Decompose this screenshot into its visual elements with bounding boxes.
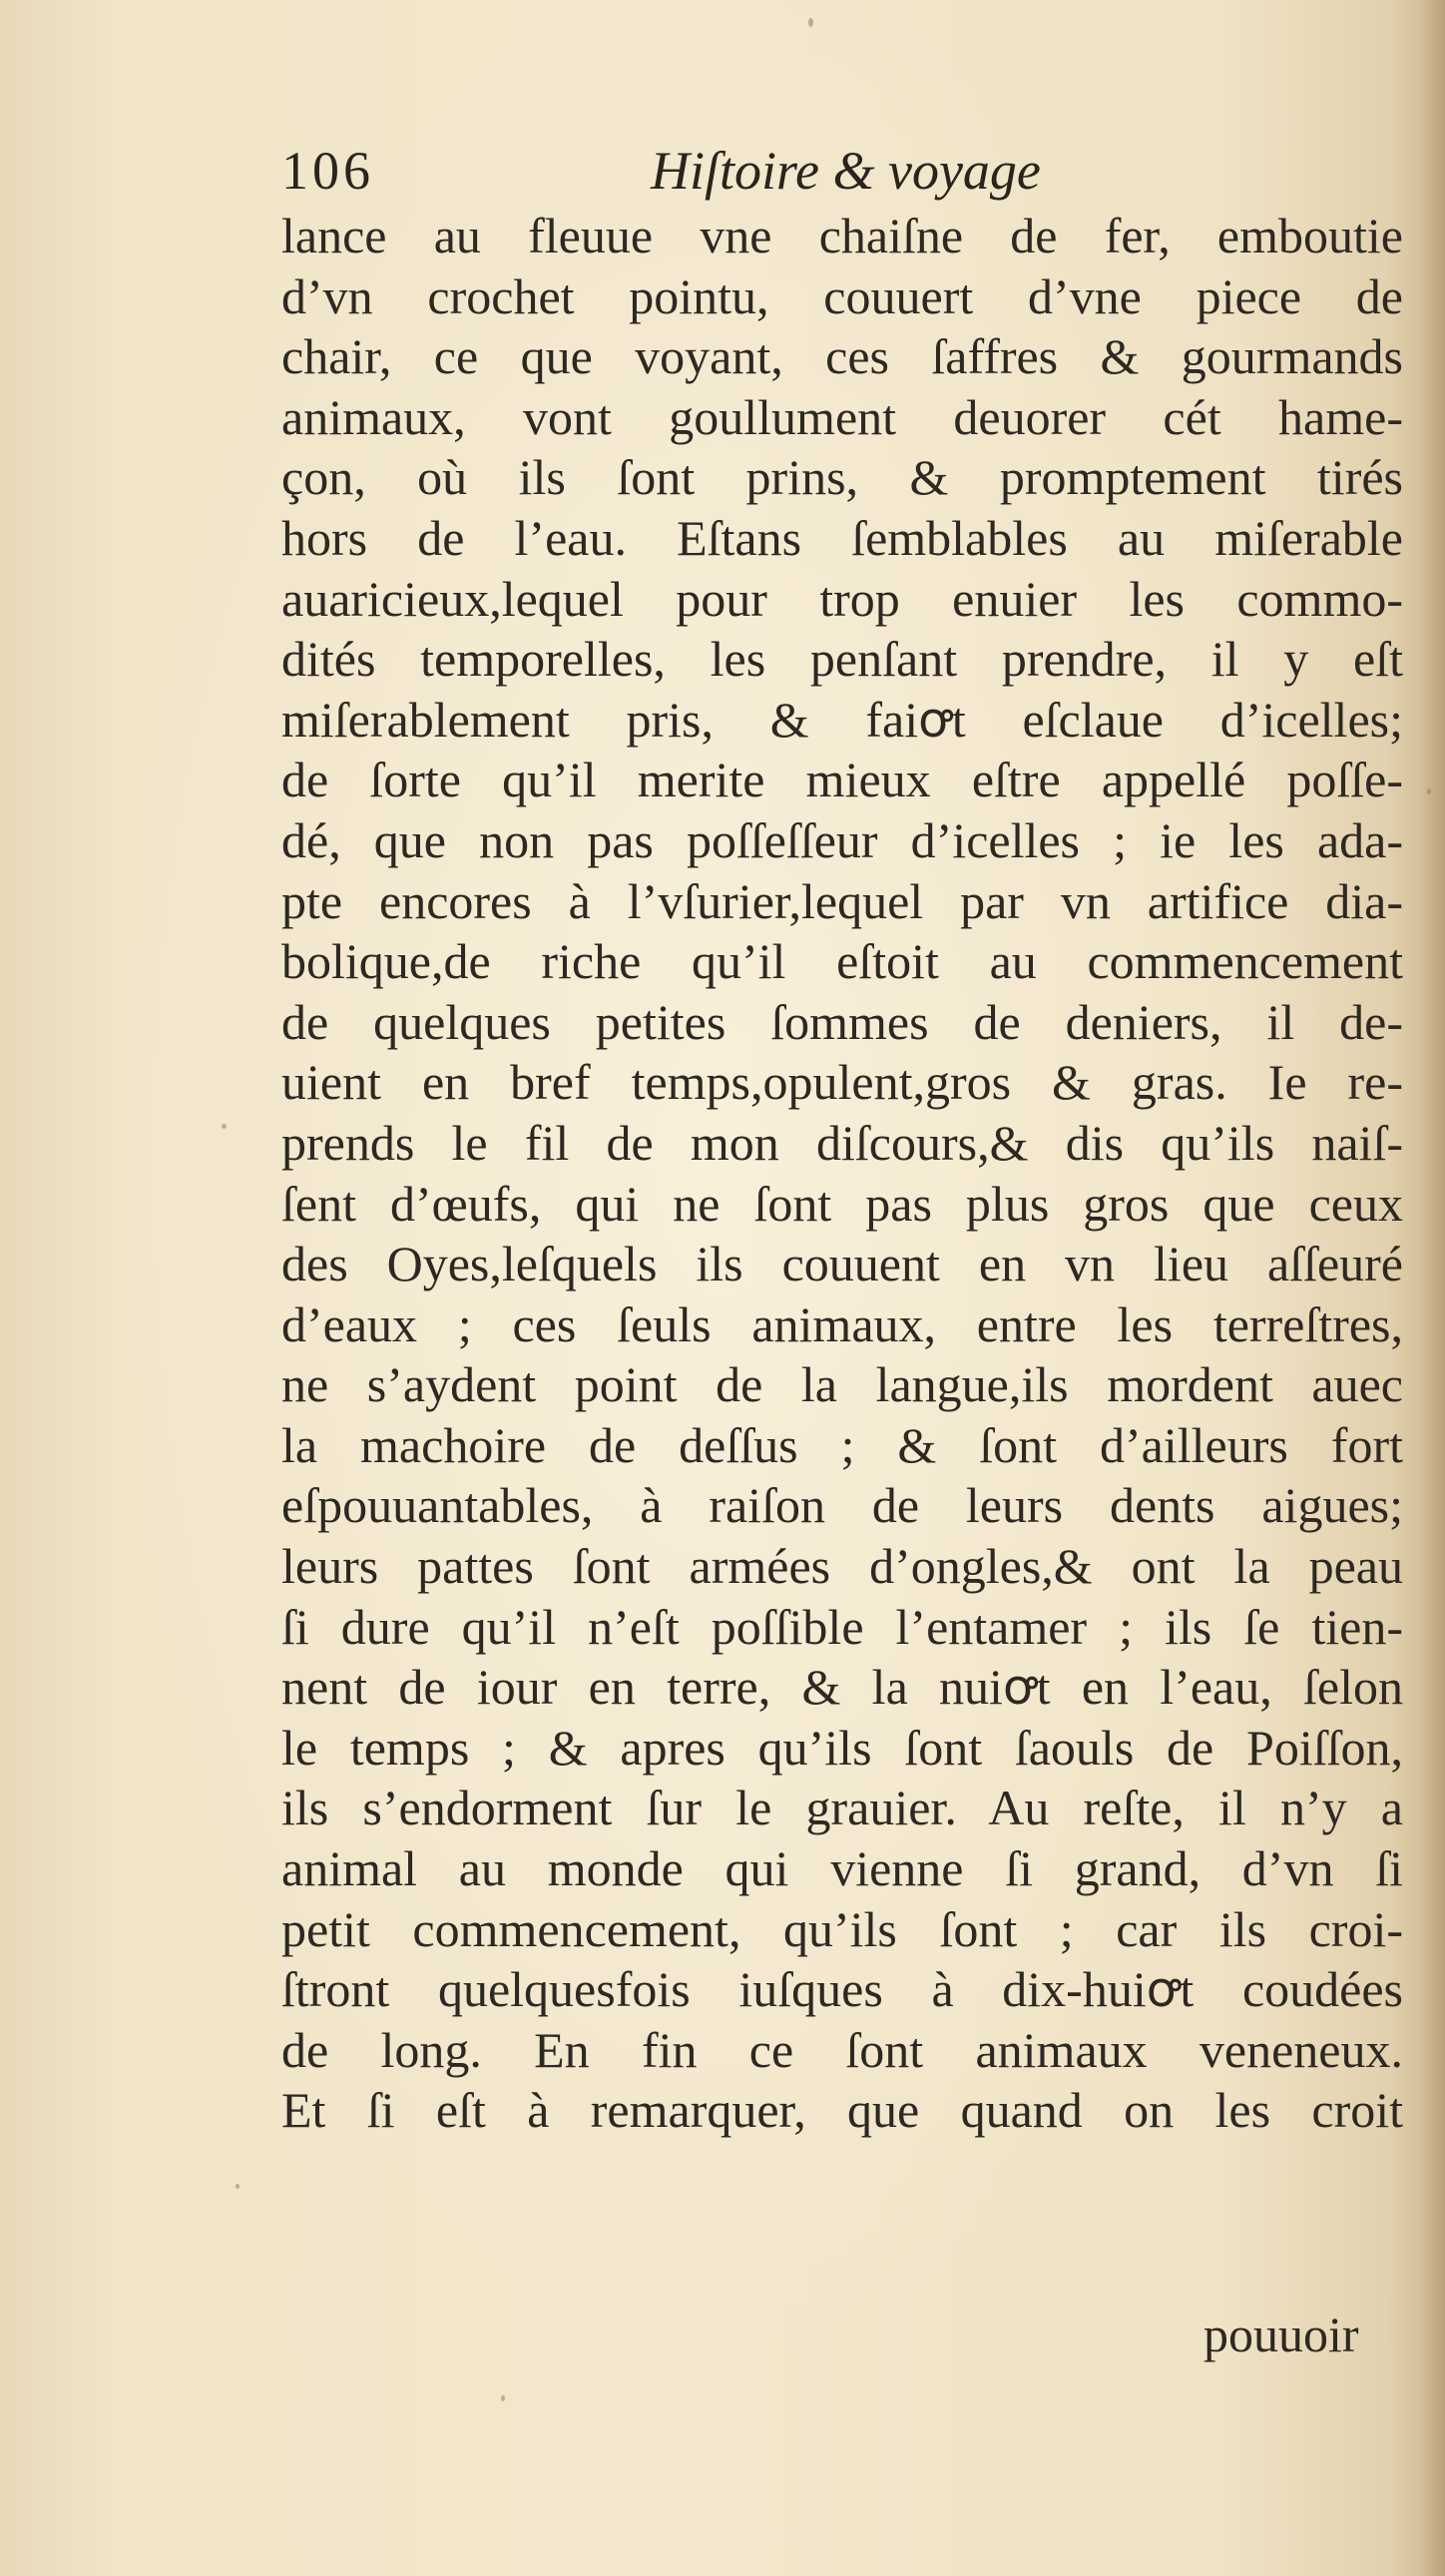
text-line: nent de iour en terre, & la nuiꝍt en l’eau, ſelon — [281, 1659, 1403, 1716]
text-line: d’eaux ; ces ſeuls animaux, entre les terreſtres, — [281, 1295, 1403, 1352]
text-line: de ſorte qu’il merite mieux eſtre appellé poſſe- — [281, 752, 1403, 808]
text-line: petit commencement, qu’ils ſont ; car ils croi- — [281, 1900, 1403, 1957]
text-line: le temps ; & apres qu’ils ſont ſaouls de Poiſſon, — [281, 1719, 1403, 1776]
text-line: ſent d’œufs, qui ne ſont pas plus gros que ceux — [281, 1175, 1403, 1232]
body-text — [281, 206, 1403, 2141]
text-line: ne s’aydent point de la langue,ils mordent auec — [281, 1356, 1403, 1413]
text-line: bolique,de riche qu’il eſtoit au commencement — [281, 933, 1403, 990]
text-line: ils s’endorment ſur le grauier. Au reſte, il n’y a — [281, 1780, 1403, 1836]
text-line: animaux, vont goullument deuorer cét hame- — [281, 388, 1403, 445]
paper-speck — [501, 2395, 505, 2401]
paper-speck — [222, 1124, 227, 1129]
text-line: ſi dure qu’il n’eſt poſſible l’entamer ; ils ſe tien- — [281, 1598, 1403, 1655]
paper-speck — [1427, 788, 1431, 794]
text-line: çon, où ils ſont prins, & promptement tirés — [281, 449, 1403, 506]
text-line: uient en bref temps,opulent,gros & gras. Ie re- — [281, 1054, 1403, 1111]
text-line: lance au fleuue vne chaiſne de fer, emboutie — [281, 208, 1403, 263]
text-line: prends le fil de mon diſcours,& dis qu’ils naiſ- — [281, 1114, 1403, 1171]
page-edge-shadow — [1419, 0, 1445, 2576]
page-number: 106 — [281, 141, 374, 201]
text-line: d’vn crochet pointu, couuert d’vne piece de — [281, 267, 1403, 324]
text-line: miſerablement pris, & faiꝍt eſclaue d’icelles; — [281, 691, 1403, 748]
text-line: animal au monde qui vienne ſi grand, d’vn ſi — [281, 1840, 1403, 1897]
text-line: de quelques petites ſommes de deniers, il de- — [281, 993, 1403, 1050]
text-line: ſtront quelquesfois iuſques à dix-huiꝍt coudées — [281, 1961, 1403, 2018]
text-line: dé, que non pas poſſeſſeur d’icelles ; ie les ada- — [281, 811, 1403, 868]
paper-speck — [236, 2184, 240, 2189]
running-title: Hiſtoire & voyage — [651, 141, 1041, 201]
text-line: auaricieux,lequel pour trop enuier les commo- — [281, 570, 1403, 627]
text-line: eſpouuantables, à raiſon de leurs dents aigues; — [281, 1477, 1403, 1534]
text-line: Et ſi eſt à remarquer, que quand on les croit — [281, 2082, 1403, 2139]
running-head — [281, 140, 1140, 210]
text-line: des Oyes,leſquels ils couuent en vn lieu aſſeuré — [281, 1236, 1403, 1292]
text-line: leurs pattes ſont armées d’ongles,& ont la peau — [281, 1538, 1403, 1595]
text-line: de long. En fin ce ſont animaux veneneux. — [281, 2021, 1403, 2078]
text-line: pte encores à l’vſurier,lequel par vn artifice dia- — [281, 872, 1403, 929]
paper-speck — [808, 18, 813, 27]
catchword: pouuoir — [1204, 2307, 1359, 2362]
text-line: la machoire de deſſus ; & ſont d’ailleurs fort — [281, 1416, 1403, 1473]
text-line: hors de l’eau. Eſtans ſemblables au miſerable — [281, 509, 1403, 566]
text-line: chair, ce que voyant, ces ſaffres & gourmands — [281, 328, 1403, 385]
text-line: dités temporelles, les penſant prendre, il y eſt — [281, 631, 1403, 688]
